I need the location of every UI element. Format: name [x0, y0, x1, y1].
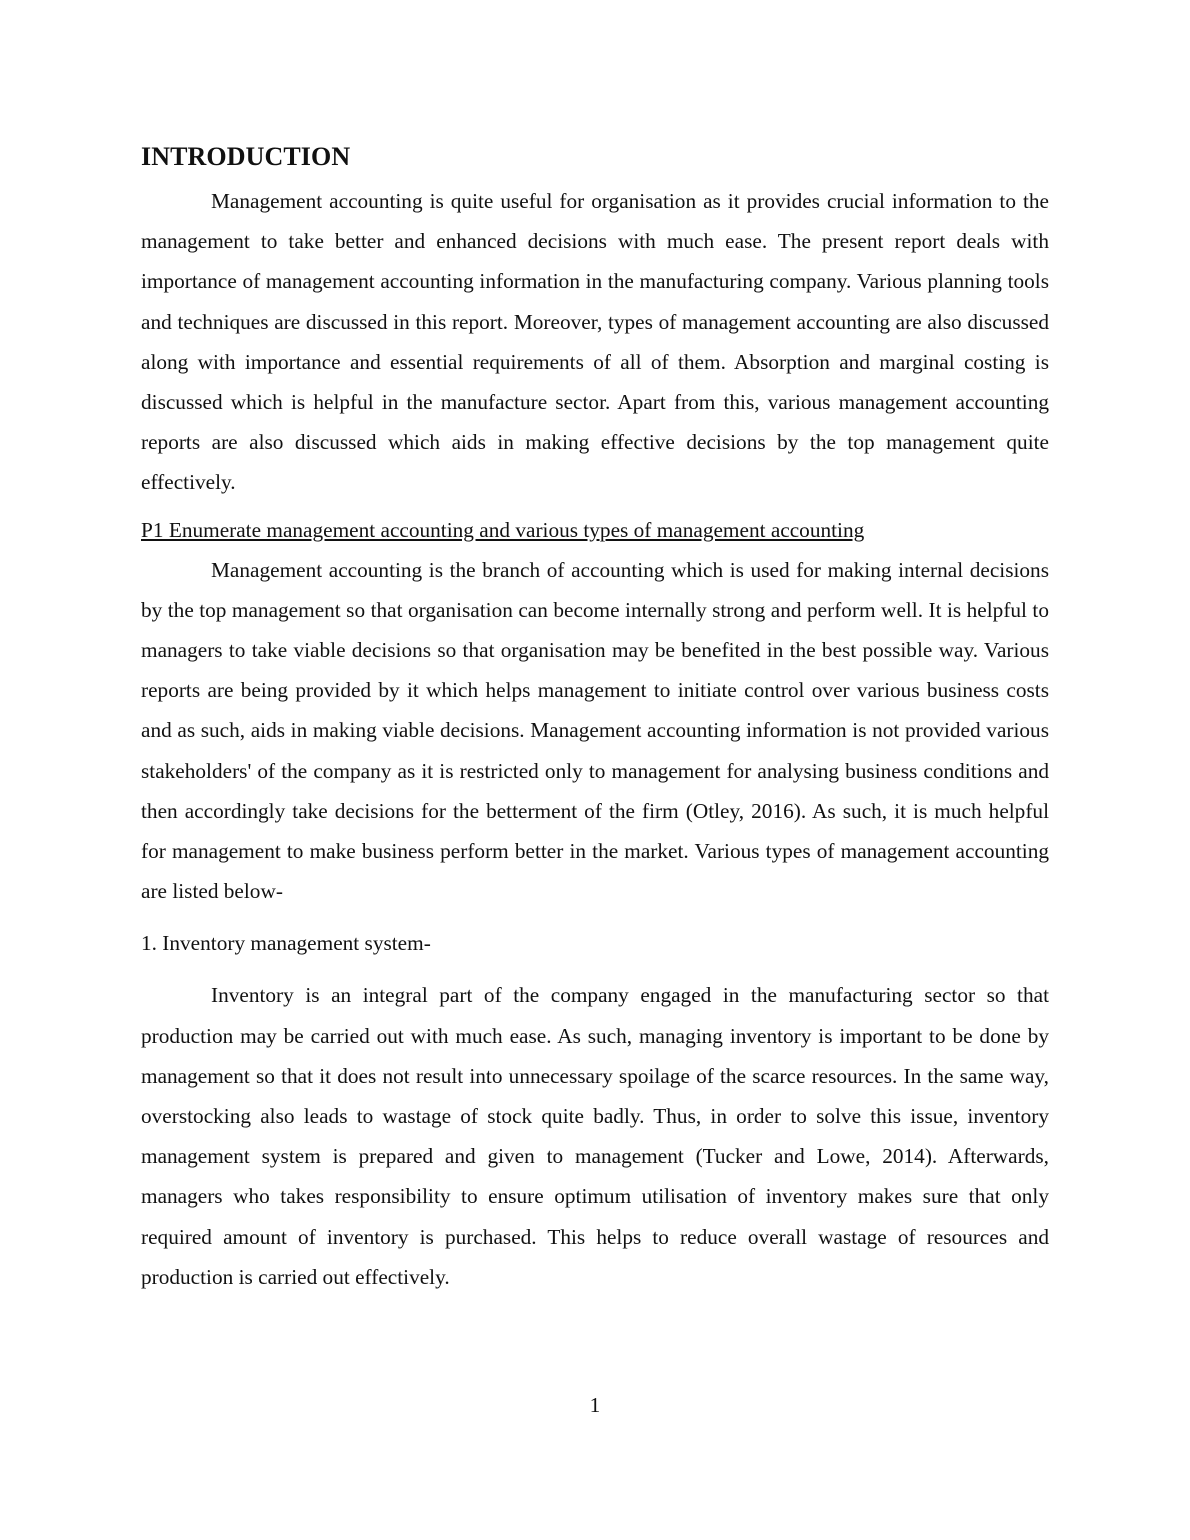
list-item-inventory-management: 1. Inventory management system-	[141, 931, 431, 956]
section-heading-p1: P1 Enumerate management accounting and various types of management accounting	[141, 517, 865, 542]
p1-paragraph: Management accounting is the branch of accounting which is used for making internal decisions by the top management so that organisation can become internally strong and perform well. It is helpful to managers to take viable decisions so that organisation may be benefited in the best possible way. Various reports are being provided by it which helps management to initiate control over various business costs and as such, aids in making viable decisions. Management accounting information is not provided various stakeholders' of the company as it is restricted only to management for analysing business conditions and then accordingly take decisions for the betterment of the firm (Otley, 2016). As such, it is much helpful for management to make business perform better in the market. Various types of management accounting are listed below-	[141, 557, 1049, 904]
intro-paragraph: Management accounting is quite useful for organisation as it provides crucial information to the management to take better and enhanced decisions with much ease. The present report deals with importance of management accounting information in the manufacturing company. Various planning tools and techniques are discussed in this report. Moreover, types of management accounting are also discussed along with importance and essential requirements of all of them. Absorption and marginal costing is discussed which is helpful in the manufacture sector. Apart from this, various management accounting reports are also discussed which aids in making effective decisions by the top management quite effectively.	[141, 189, 1049, 495]
inventory-paragraph: Inventory is an integral part of the company engaged in the manufacturing sector so that production may be carried out with much ease. As such, managing inventory is important to be done by management so that it does not result into unnecessary spoilage of the scarce resources. In the same way, overstocking also leads to wastage of stock quite badly. Thus, in order to solve this issue, inventory management system is prepared and given to management (Tucker and Lowe, 2014). Afterwards, managers who takes responsibility to ensure optimum utilisation of inventory makes sure that only required amount of inventory is purchased. This helps to reduce overall wastage of resources and production is carried out effectively.	[141, 983, 1049, 1289]
page-number: 1	[589, 1393, 601, 1417]
page-content	[141, 139, 1049, 1297]
section-title: INTRODUCTION	[141, 142, 351, 171]
